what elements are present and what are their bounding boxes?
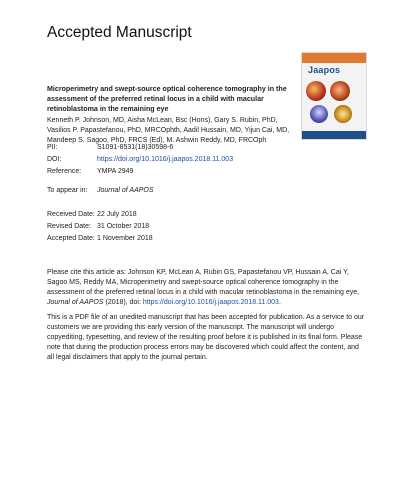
citation-text: Please cite this article as: Johnson KP, McLean A, Rubin GS, Papastefanou VP, Hussain A, Cai Y, Sagoo MS, Reddy MA, Microperimetry and swept-source optical coherence tomography in the assessment of the preferred retinal locus in a child with macular retinoblastoma in the remaining eye,: [47, 269, 360, 296]
cover-fundus-image: [310, 105, 328, 123]
meta-value: 31 October 2018: [97, 223, 150, 230]
page-heading: Accepted Manuscript: [47, 24, 192, 41]
citation-doi-link[interactable]: https://doi.org/10.1016/j.jaapos.2018.11.003: [142, 299, 279, 306]
citation-end: .: [278, 299, 281, 306]
cover-fundus-image: [330, 81, 350, 101]
article-title: Microperimetry and swept-source optical coherence tomography in the assessment of the preferred retinal locus in a child with macular retinoblastoma in the remaining eye: [47, 85, 287, 113]
meta-label: DOI:: [47, 156, 62, 163]
manuscript-notice: This is a PDF file of an unedited manuscript that has been accepted for publication. As a service to our customers we are providing this early version of the manuscript. The manuscript will undergo copyediting, typesetting, and review of the resulting proof before it is published in its final form. Please note that during the production process errors may be discovered which could affect the content, and all legal disclaimers that apply to the journal pertain.: [47, 314, 365, 361]
cover-fundus-image: [334, 105, 352, 123]
citation-year: (2018), doi:: [103, 299, 143, 306]
journal-logo: Jaapos: [308, 65, 341, 75]
cover-footer-band: [302, 131, 366, 139]
article-authors: Kenneth P. Johnson, MD, Aisha McLean, Bsc (Hons), Gary S. Rubin, PhD, Vasilios P. Papastefanou, PhD, MRCOphth, Aadil Hussain, MD, Yijun Cai, MD, Mandeep S. Sagoo, PhD, FRCS (Ed), M. Ashwin Reddy, MD, FRCOph: [47, 117, 290, 144]
meta-label: To appear in:: [47, 187, 88, 194]
meta-label: PII:: [47, 144, 58, 151]
meta-label: Accepted Date:: [47, 235, 95, 242]
meta-label: Reference:: [47, 168, 82, 175]
citation-paragraph: [47, 268, 367, 308]
cover-header-band: [302, 53, 366, 63]
meta-value: S1091-8531(18)30598-6: [97, 144, 174, 151]
meta-value: 1 November 2018: [97, 235, 153, 242]
meta-label: Received Date:: [47, 211, 95, 218]
journal-cover-image: [301, 52, 367, 140]
meta-value: YMPA 2949: [97, 168, 134, 175]
doi-link[interactable]: https://doi.org/10.1016/j.jaapos.2018.11.003: [97, 156, 234, 163]
cover-fundus-image: [306, 81, 326, 101]
meta-value: Journal of AAPOS: [97, 187, 154, 194]
citation-journal: Journal of AAPOS: [47, 299, 104, 306]
meta-label: Revised Date:: [47, 223, 91, 230]
meta-value: 22 July 2018: [97, 211, 137, 218]
